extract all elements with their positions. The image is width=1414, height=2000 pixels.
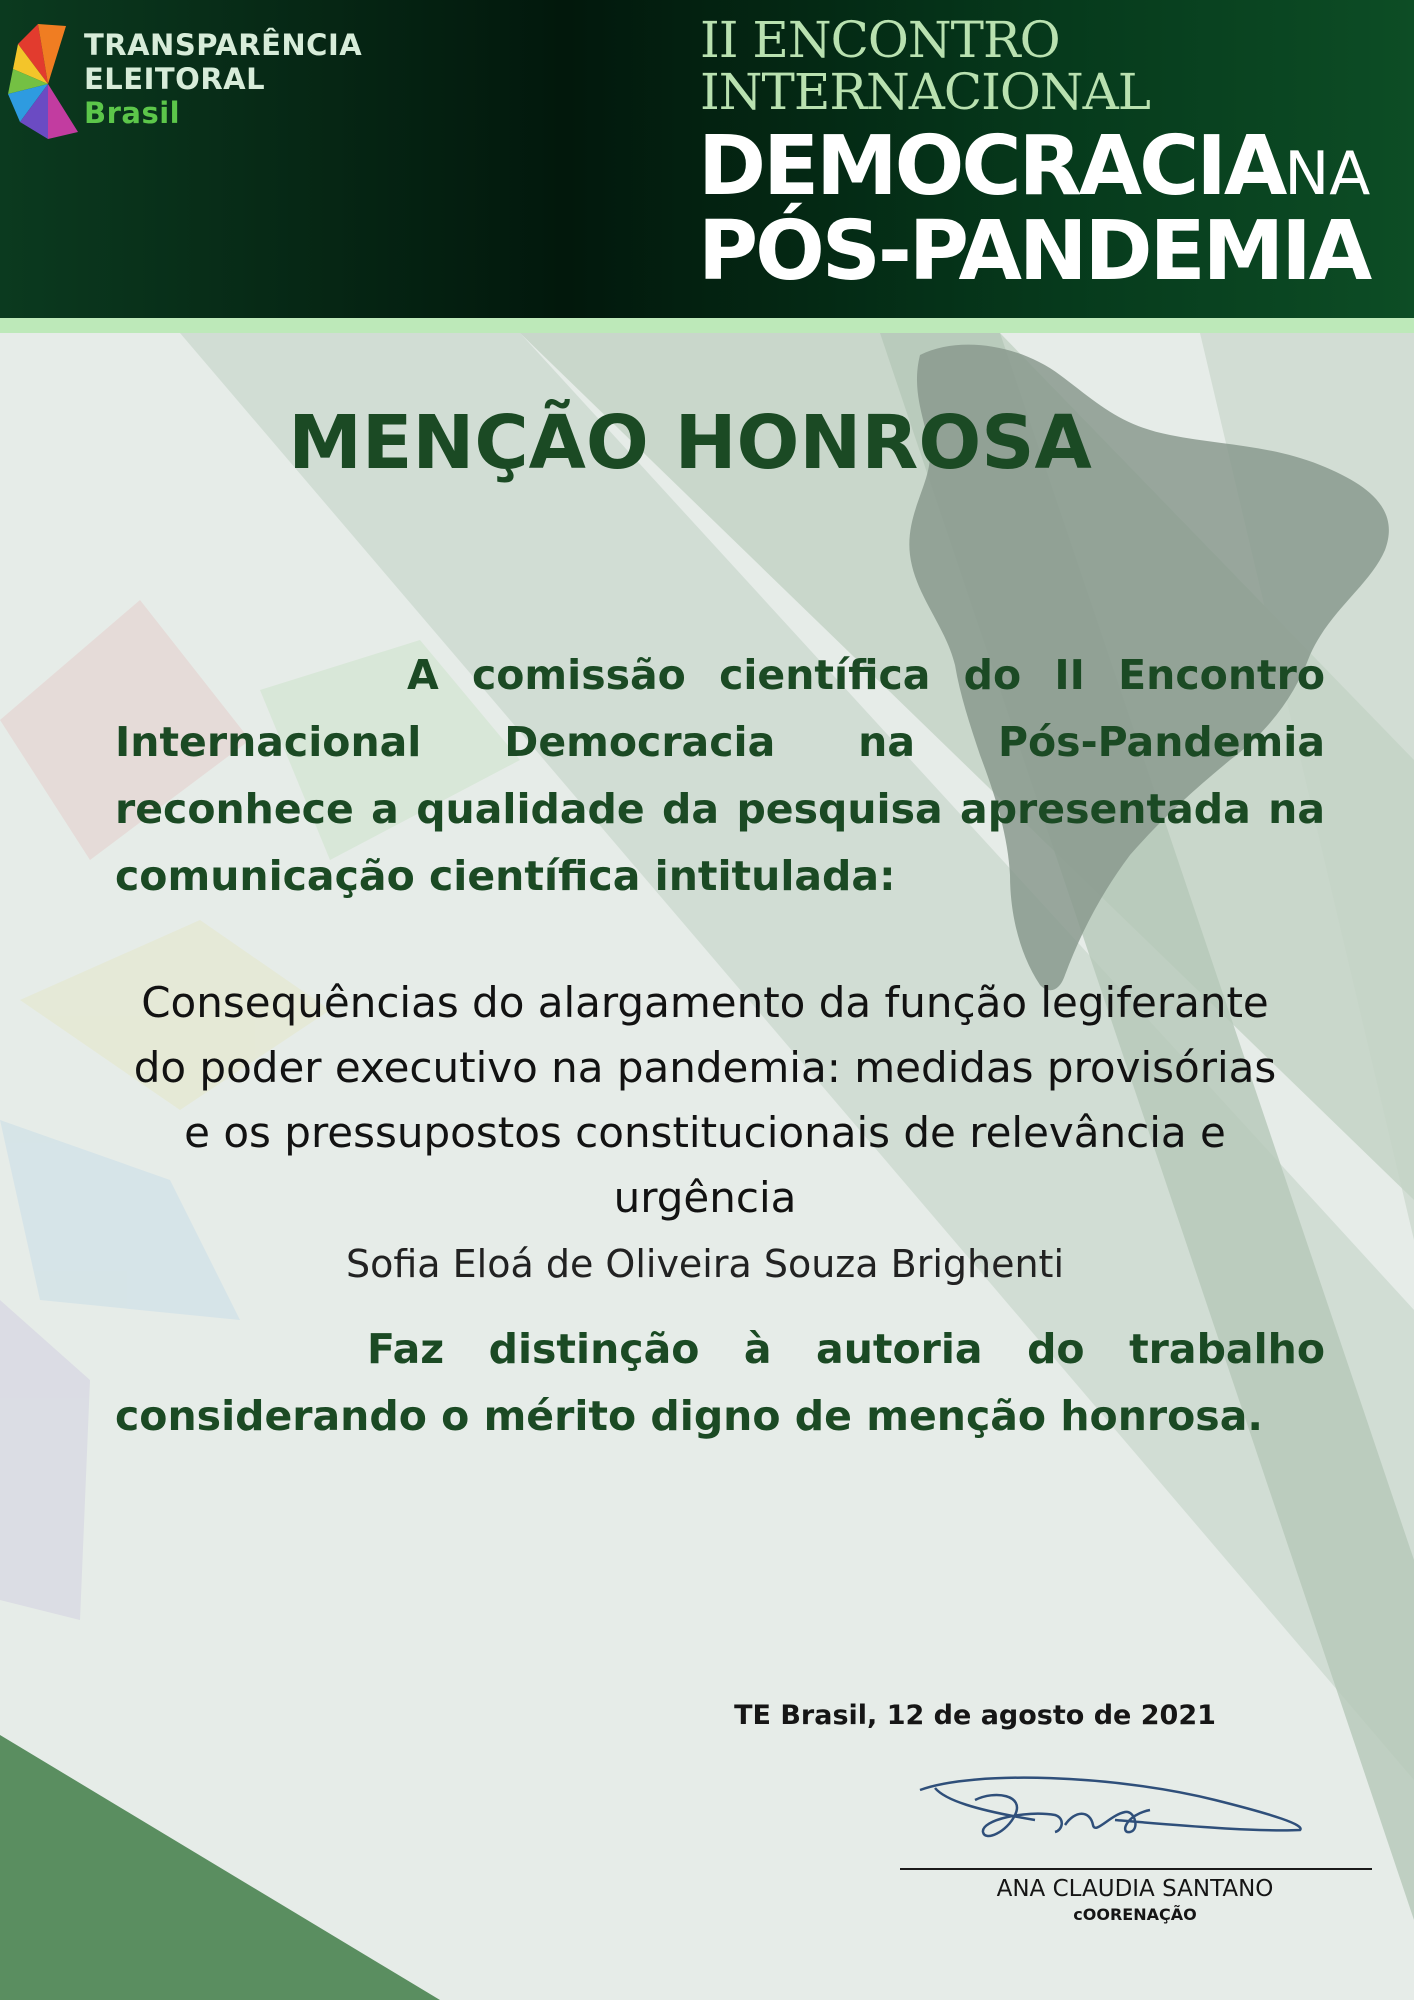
certificate-title: MENÇÃO HONROSA [288,400,1092,486]
event-line-1: II ENCONTRO [700,11,1060,69]
event-line-4: PÓS-PANDEMIA [698,204,1370,299]
brand-line-1: TRANSPARÊNCIA [84,28,363,62]
issue-date: TE Brasil, 12 de agosto de 2021 [734,1700,1216,1731]
intro-paragraph: A comissão científica do II Encontro Internacional Democracia na Pós-Pandemia reconhece a qualidade da pesquisa apresentada na comunicação científica intitulada: [115,651,1325,900]
work-title-line-4: urgência [613,1173,797,1222]
rainbow-petals-logo-icon [8,14,88,144]
brand-line-3: Brasil [84,96,181,130]
closing-paragraph: Faz distinção à autoria do trabalho considerando o mérito digno de menção honrosa. [115,1325,1325,1440]
event-line-3-na: NA [1284,139,1371,209]
header-banner [0,0,1414,318]
event-edition [700,11,1150,121]
signature-line [900,1868,1372,1870]
handwritten-signature [915,1770,1315,1870]
event-name [698,119,1371,299]
signer-name: ANA CLAUDIA SANTANO [996,1876,1274,1902]
work-title-line-1: Consequências do alargamento da função legiferante [141,978,1269,1027]
event-line-2: INTERNACIONAL [700,63,1150,121]
brand-line-2: ELEITORAL [84,62,266,96]
work-title-line-2: do poder executivo na pandemia: medidas provisórias [133,1043,1277,1092]
event-line-3: DEMOCRACIA [698,119,1285,214]
brand-name [84,28,362,130]
author-name: Sofia Eloá de Oliveira Souza Brighenti [345,1242,1064,1286]
signer-role: cOORENAÇÃO [1073,1905,1197,1924]
banner-accent-strip [0,318,1414,333]
work-title [80,970,1330,1230]
work-title-line-3: e os pressupostos constitucionais de relevância e [184,1108,1226,1157]
